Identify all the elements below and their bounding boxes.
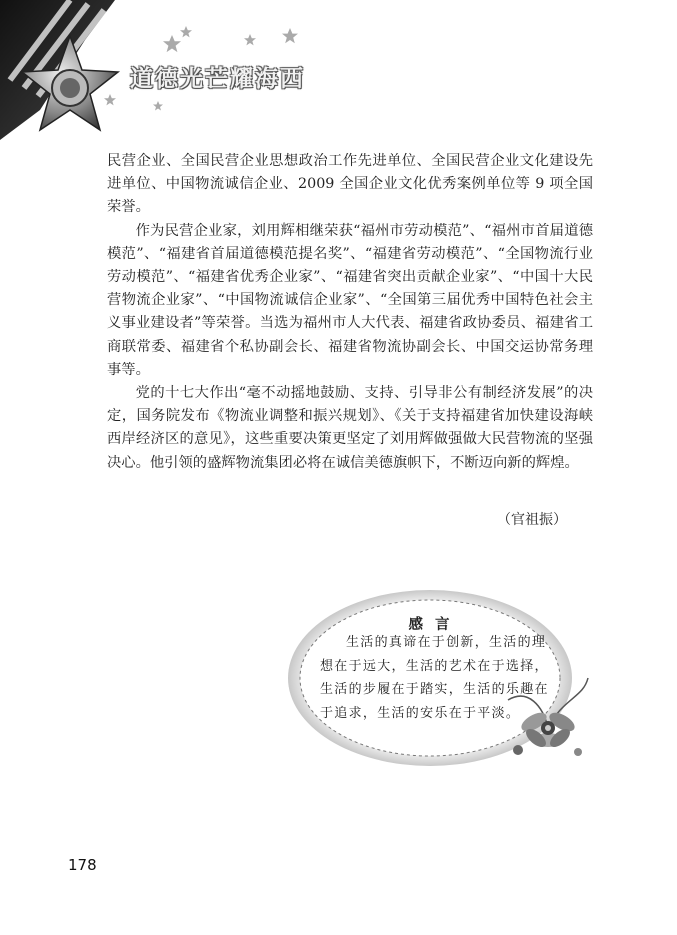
section-title: 道德光芒耀海西 <box>130 66 305 92</box>
star-icon <box>244 34 256 45</box>
star-icon <box>153 101 163 111</box>
quote-paragraph: 生活的真谛在于创新，生活的理想在于远大，生活的艺术在于选择，生活的步履在于踏实，生活的乐趣在于追求，生活的安乐在于平淡。 <box>320 635 549 721</box>
author-byline: （官祖振） <box>497 512 567 528</box>
quote-text <box>320 631 550 725</box>
paragraph: 党的十七大作出“毫不动摇地鼓励、支持、引导非公有制经济发展”的决定，国务院发布《物流业调整和振兴规划》、《关于支持福建省加快建设海峡西岸经济区的意见》，这些重要决策更坚定了刘用辉做强做大民营物流的坚强决心。他引领的盛辉物流集团必将在诚信美德旗帜下，不断迈向新的辉煌。 <box>107 385 593 471</box>
article-body <box>107 150 593 475</box>
star-icon <box>163 35 181 52</box>
page-number: 178 <box>68 856 97 874</box>
paragraph: 民营企业、全国民营企业思想政治工作先进单位、全国民营企业文化建设先进单位、中国物流诚信企业、2009 全国企业文化优秀案例单位等 9 项全国荣誉。 <box>107 153 593 216</box>
star-icon <box>180 26 192 37</box>
quote-title: 感言 <box>408 617 462 633</box>
star-icon <box>282 28 298 43</box>
star-icon <box>104 94 116 105</box>
paragraph: 作为民营企业家，刘用辉相继荣获“福州市劳动模范”、“福州市首届道德模范”、“福建省首届道德模范提名奖”、“福建省劳动模范”、“全国物流行业劳动模范”、“福建省优秀企业家”、“福建省突出贡献企业家”、“中国十大民营物流企业家”、“中国物流诚信企业家”、“全国第三届优秀中国特色社会主义事业建设者”等荣誉。当选为福州市人大代表、福建省政协委员、福建省工商联常委、福建省个私协副会长、福建省物流协副会长、中国交运协常务理事等。 <box>107 222 593 378</box>
